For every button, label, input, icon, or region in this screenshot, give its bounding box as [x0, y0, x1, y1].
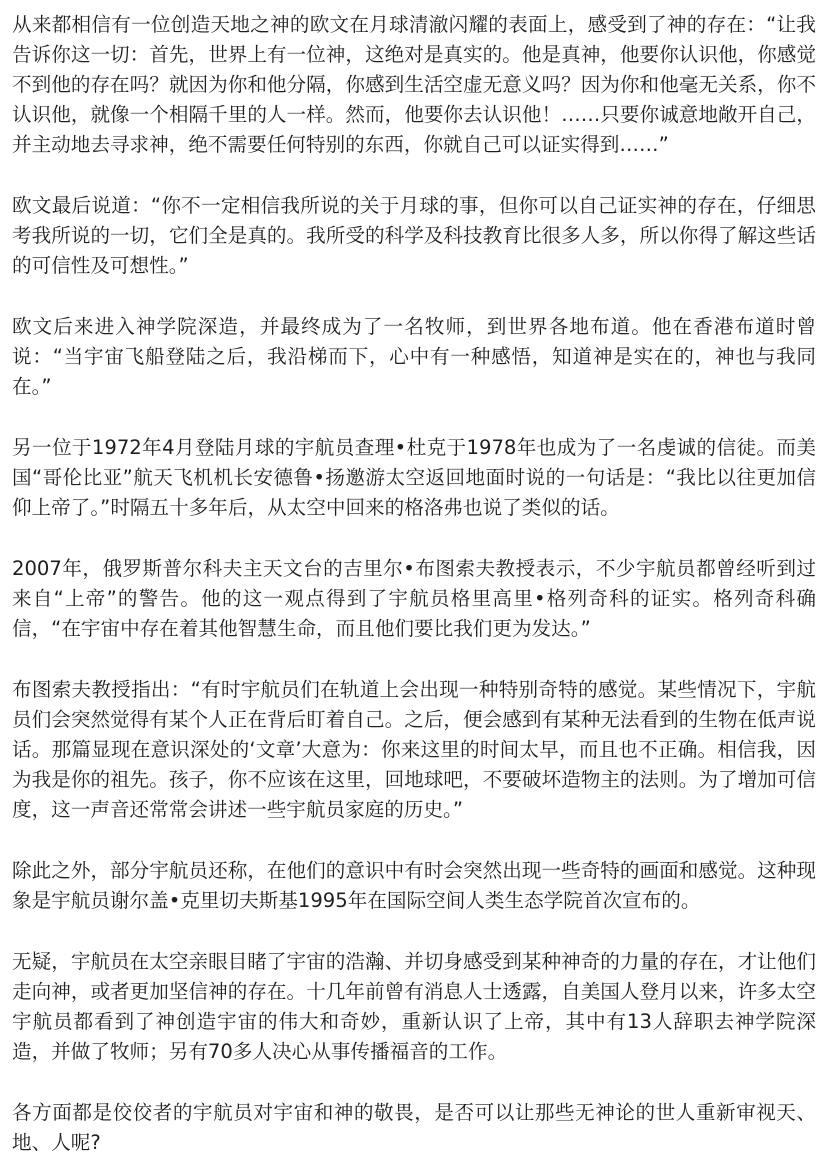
paragraph: 另一位于1972年4月登陆月球的宇航员查理•杜克于1978年也成为了一名虔诚的信徒。而美国“哥伦比亚”航天飞机机长安德鲁•扬邀游太空返回地面时说的一句话是：“我比以往更加信仰上帝了。”时隔五十多年后，从太空中回来的格洛弗也说了类似的话。 — [12, 436, 816, 519]
paragraph: 2007年，俄罗斯普尔科夫主天文台的吉里尔•布图索夫教授表示，不少宇航员都曾经听到过来自“上帝”的警告。他的这一观点得到了宇航员格里高里•格列奇科的证实。格列奇科确信，“在宇宙中存在着其他智慧生命，而且他们要比我们更为发达。” — [12, 557, 816, 640]
paragraph: 从来都相信有一位创造天地之神的欧文在月球清澈闪耀的表面上，感受到了神的存在：“让我告诉你这一切：首先，世界上有一位神，这绝对是真实的。他是真神，他要你认识他，你感觉不到他的存在吗？就因为你和他分隔，你感到生活空虚无意义吗？因为你和他毫无关系，你不认识他，就像一个相隔千里的人一样。然而，他要你去认识他！……只要你诚意地敞开自己，并主动地去寻求神，绝不需要任何特别的东西，你就自己可以证实得到……” — [12, 13, 816, 156]
paragraph: 除此之外，部分宇航员还称，在他们的意识中有时会突然出现一些奇特的画面和感觉。这种现象是宇航员谢尔盖•克里切夫斯基1995年在国际空间人类生态学院首次宣布的。 — [12, 859, 816, 912]
paragraph: 无疑，宇航员在太空亲眼目睹了宇宙的浩瀚、并切身感受到某种神奇的力量的存在，才让他们走向神，或者更加坚信神的存在。十几年前曾有消息人士透露，自美国人登月以来，许多太空宇航员都看到了神创造宇宙的伟大和奇妙，重新认识了上帝，其中有13人辞职去神学院深造，并做了牧师；另有70多人决心从事传播福音的工作。 — [12, 950, 816, 1063]
paragraph: 欧文后来进入神学院深造，并最终成为了一名牧师，到世界各地布道。他在香港布道时曾说：“当宇宙飞船登陆之后，我沿梯而下，心中有一种感悟，知道神是实在的，神也与我同在。” — [12, 315, 816, 398]
paragraph: 各方面都是佼佼者的宇航员对宇宙和神的敬畏，是否可以让那些无神论的世人重新审视天、地、人呢? — [12, 1101, 816, 1154]
paragraph: 欧文最后说道：“你不一定相信我所说的关于月球的事，但你可以自己证实神的存在，仔细思考我所说的一切，它们全是真的。我所受的科学及科技教育比很多人多，所以你得了解这些话的可信性及可想性。” — [12, 194, 816, 277]
paragraph: 布图索夫教授指出：“有时宇航员们在轨道上会出现一种特别奇特的感觉。某些情况下，宇航员们会突然觉得有某个人正在背后盯着自己。之后，便会感到有某种无法看到的生物在低声说话。那篇显现在意识深处的‘文章’大意为：你来这里的时间太早，而且也不正确。相信我，因为我是你的祖先。孩子，你不应该在这里，回地球吧，不要破坏造物主的法则。为了增加可信度，这一声音还常常会讲述一些宇航员家庭的历史。” — [12, 678, 816, 821]
